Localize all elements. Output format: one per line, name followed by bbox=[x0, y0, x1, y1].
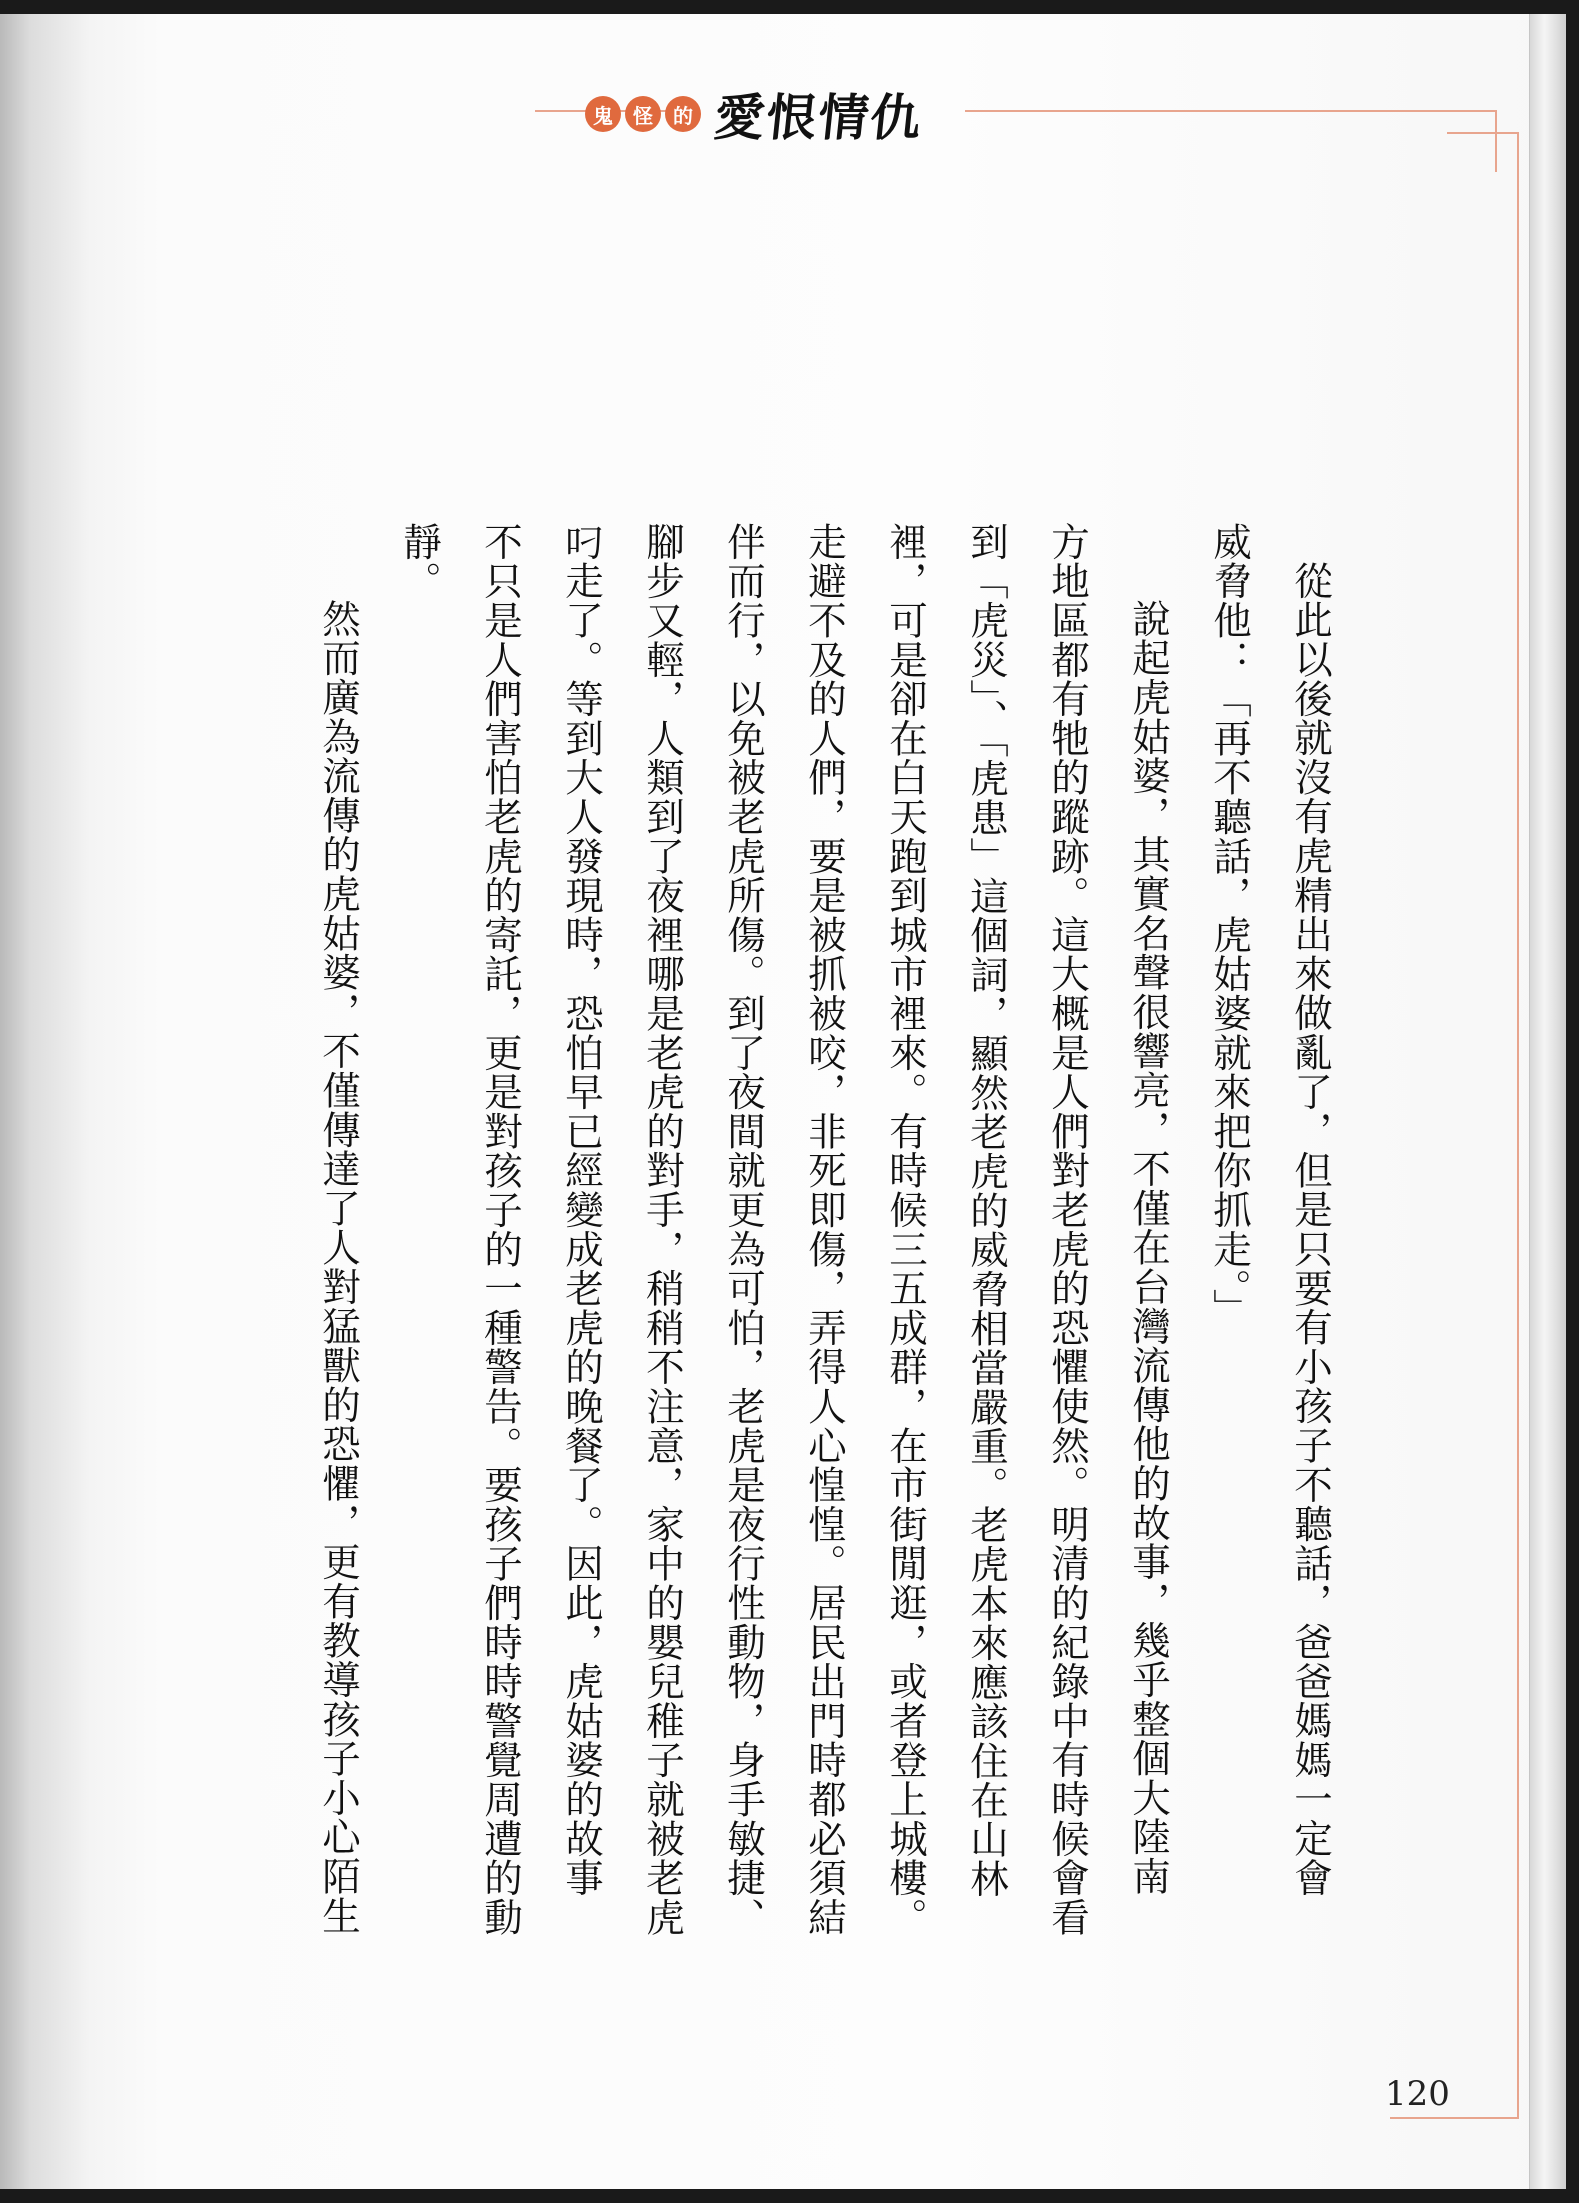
text-column: 從此以後就沒有虎精出來做亂了，但是只要有小孩子不聽話，爸爸媽媽一定會 bbox=[1288, 560, 1333, 1897]
frame-right-rule bbox=[1517, 187, 1519, 2117]
text-column: 方地區都有牠的蹤跡。這大概是人們對老虎的恐懼使然。明清的紀錄中有時候會看 bbox=[1045, 522, 1090, 1937]
header-badge: 鬼 bbox=[585, 96, 621, 132]
page-edge bbox=[1529, 14, 1566, 2189]
text-column: 走避不及的人們，要是被抓被咬，非死即傷，弄得人心惶惶。居民出門時都必須結 bbox=[802, 522, 847, 1937]
text-column: 然而廣為流傳的虎姑婆，不僅傳達了人對猛獸的恐懼，更有教導孩子小心陌生 bbox=[316, 599, 361, 1936]
header-badge: 的 bbox=[665, 96, 701, 132]
text-column: 腳步又輕，人類到了夜裡哪是老虎的對手，稍稍不注意，家中的嬰兒稚子就被老虎 bbox=[640, 522, 685, 1937]
header-rule-right bbox=[965, 110, 1425, 112]
text-column: 叼走了。等到大人發現時，恐怕早已經變成老虎的晚餐了。因此，虎姑婆的故事 bbox=[559, 522, 604, 1898]
header-title: 愛恨情仇 bbox=[711, 89, 926, 147]
frame-corner-inner bbox=[1447, 132, 1519, 189]
header-badge: 怪 bbox=[625, 96, 661, 132]
text-column: 不只是人們害怕老虎的寄託，更是對孩子的一種警告。要孩子們時時警覺周遭的動 bbox=[478, 522, 523, 1937]
running-header bbox=[585, 74, 926, 154]
frame-bottom-rule bbox=[1390, 2117, 1519, 2119]
text-column: 靜。 bbox=[397, 522, 442, 601]
text-column: 說起虎姑婆，其實名聲很響亮，不僅在台灣流傳他的故事，幾乎整個大陸南 bbox=[1126, 599, 1171, 1896]
text-column: 威脅他：「再不聽話，虎姑婆就來把你抓走。」 bbox=[1207, 522, 1252, 1329]
page-number: 120 bbox=[1385, 2074, 1450, 2114]
vertical-body-text bbox=[298, 522, 1351, 2012]
text-column: 到「虎災」、「虎患」這個詞，顯然老虎的威脅相當嚴重。老虎本來應該住在山林 bbox=[964, 522, 1009, 1899]
text-column: 伴而行，以免被老虎所傷。到了夜間就更為可怕，老虎是夜行性動物，身手敏捷、 bbox=[721, 522, 766, 1937]
book-page bbox=[0, 14, 1566, 2189]
text-column: 裡，可是卻在白天跑到城市裡來。有時候三五成群，在市街閒逛，或者登上城樓。 bbox=[883, 522, 928, 1937]
